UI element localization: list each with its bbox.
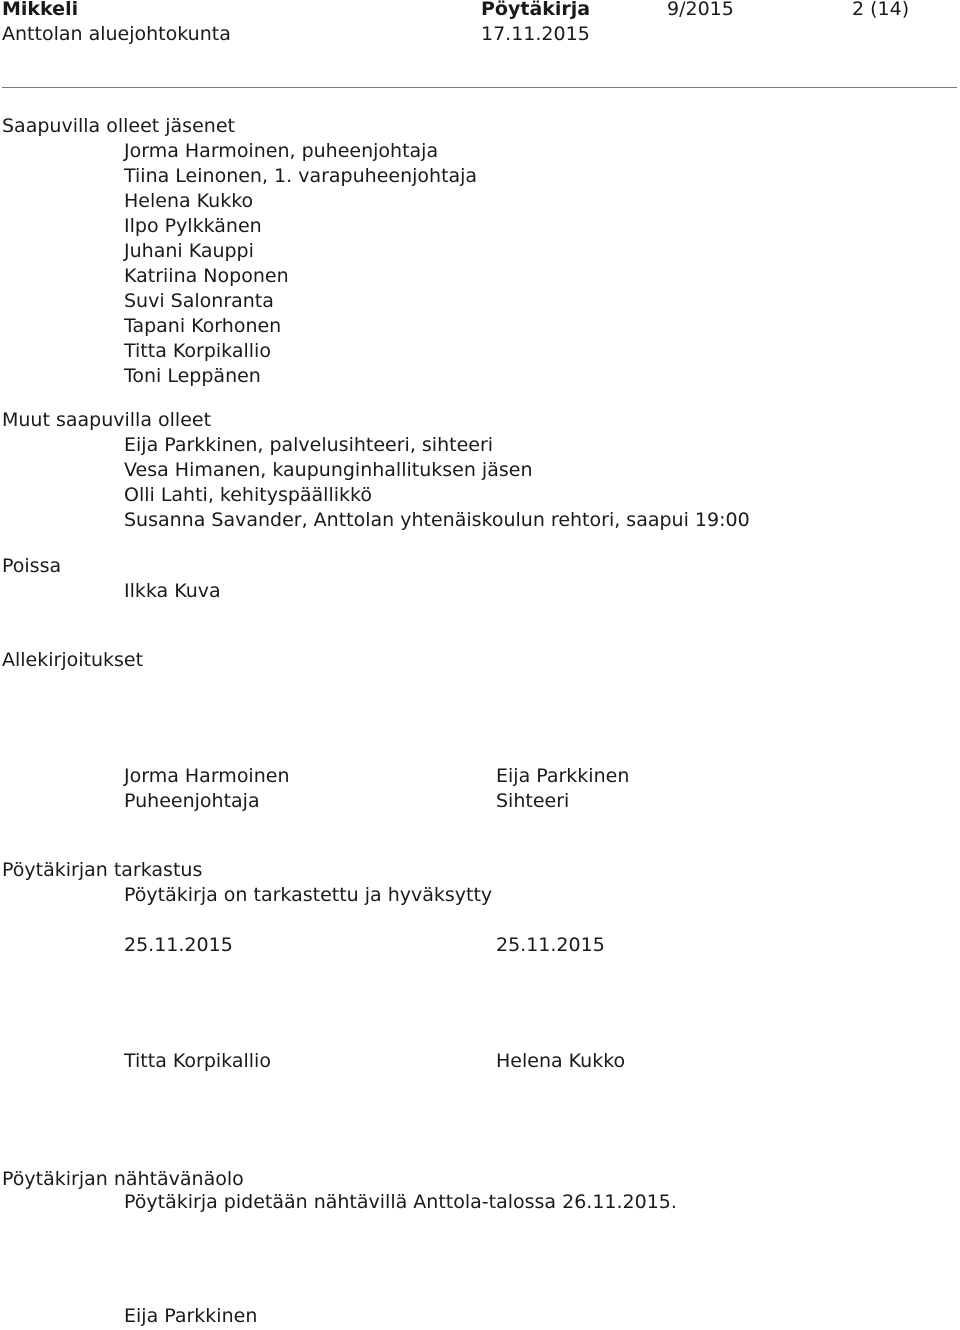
header-number: 9/2015 [667,0,734,20]
signature-right-name: Eija Parkkinen [496,765,630,787]
list-item: Titta Korpikallio [124,340,271,362]
list-item: Juhani Kauppi [124,240,254,262]
list-item: Olli Lahti, kehityspäällikkö [124,484,372,506]
absent-heading: Poissa [2,555,62,577]
others-list [124,433,750,533]
list-item: Ilkka Kuva [124,580,221,602]
list-item: Susanna Savander, Anttolan yhtenäiskoulun rehtori, saapui 19:00 [124,509,750,531]
display-statement: Pöytäkirja pidetään nähtävillä Anttola-talossa 26.11.2015. [124,1191,677,1213]
others-heading: Muut saapuvilla olleet [2,409,212,431]
list-item: Jorma Harmoinen, puheenjohtaja [124,140,439,162]
review-heading: Pöytäkirjan tarkastus [2,859,203,881]
review-right-name: Helena Kukko [496,1050,626,1072]
signature-left-name: Jorma Harmoinen [124,765,290,787]
present-members-list [124,139,477,389]
display-heading: Pöytäkirjan nähtävänäolo [2,1168,244,1190]
list-item: Tiina Leinonen, 1. varapuheenjohtaja [124,165,478,187]
signature-right-role: Sihteeri [496,790,570,812]
list-item: Tapani Korhonen [124,315,282,337]
signature-left-role: Puheenjohtaja [124,790,260,812]
review-right-date: 25.11.2015 [496,934,605,956]
list-item: Helena Kukko [124,190,254,212]
list-item: Ilpo Pylkkänen [124,215,262,237]
header-date: 17.11.2015 [481,23,590,45]
review-statement: Pöytäkirja on tarkastettu ja hyväksytty [124,884,493,906]
review-left-name: Titta Korpikallio [124,1050,271,1072]
signatures-heading: Allekirjoitukset [2,649,144,671]
present-heading: Saapuvilla olleet jäsenet [2,115,235,137]
header-committee: Anttolan aluejohtokunta [2,23,231,45]
review-left-date: 25.11.2015 [124,934,233,956]
header-page: 2 (14) [852,0,910,20]
list-item: Suvi Salonranta [124,290,274,312]
list-item: Toni Leppänen [124,365,261,387]
header-org: Mikkeli [2,0,79,20]
header-divider [2,87,957,88]
header-doc-type: Pöytäkirja [481,0,591,20]
list-item: Katriina Noponen [124,265,289,287]
display-signer: Eija Parkkinen [124,1305,258,1327]
list-item: Eija Parkkinen, palvelusihteeri, sihteeri [124,434,494,456]
list-item: Vesa Himanen, kaupunginhallituksen jäsen [124,459,533,481]
